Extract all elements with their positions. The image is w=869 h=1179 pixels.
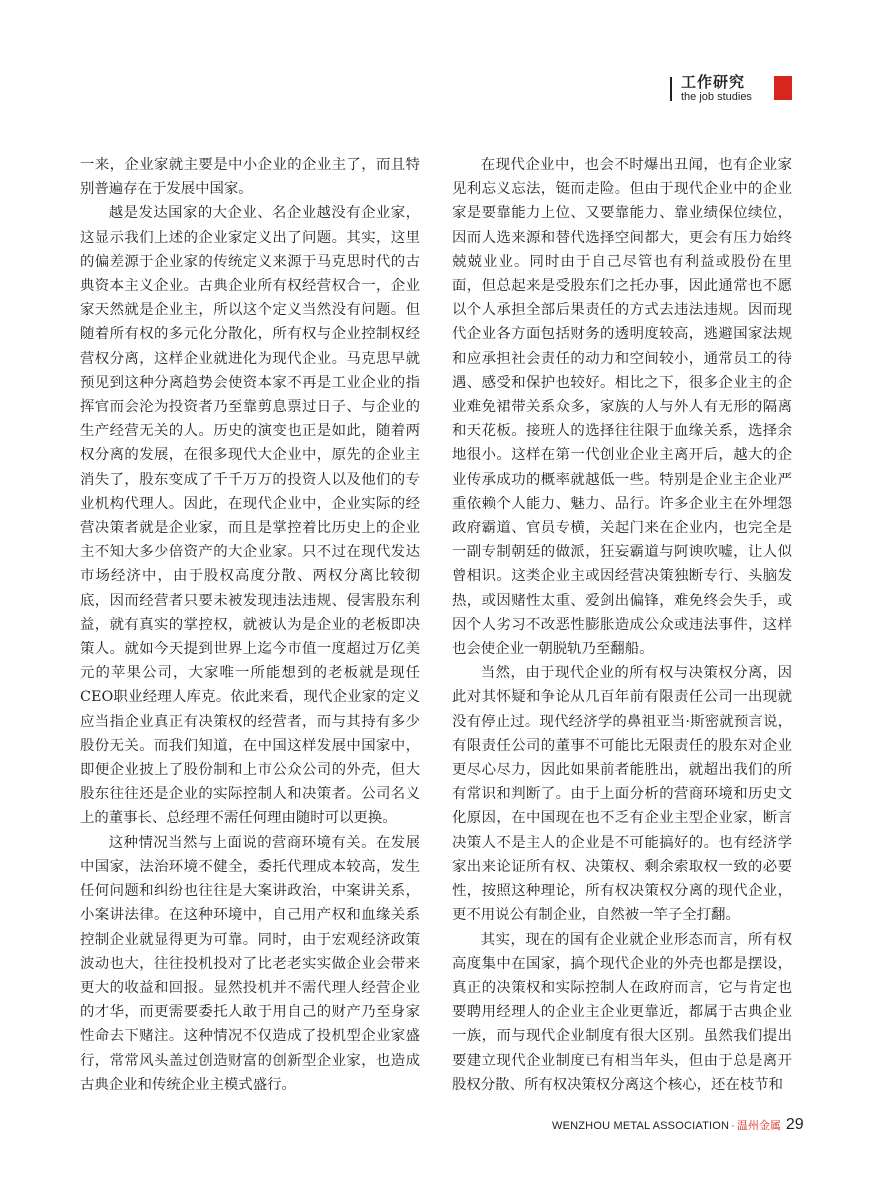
footer-separator: · [731, 1120, 735, 1132]
page-number: 29 [785, 1116, 804, 1133]
paragraph: 其实，现在的国有企业就企业形态而言，所有权高度集中在国家，搞个现代企业的外壳也都是摆设，真正的决策权和实际控制人在政府而言，它与肯定也要聘用经理人的企业主企业更靠近，都属于古典企业一族，而与现代企业制度有很大区别。虽然我们提出要建立现代企业制度已有相当年头，但由于总是离开股权分散、所有权决策权分离这个核心，还在枝节和 [452, 931, 792, 1093]
section-divider-line [670, 77, 672, 101]
right-column [452, 153, 792, 1097]
section-title-zh: 工作研究 [681, 73, 746, 91]
paragraph: 越是发达国家的大企业、名企业越没有企业家，这显示我们上述的企业家定义出了问题。其实，这里的偏差源于企业家的传统定义来源于马克思时代的古典资本主义企业。古典企业所有权经营权合一，企业家天然就是企业主，所以这个定义当然没有问题。但随着所有权的多元化分散化，所有权与企业控制权经营权分离，这样企业就进化为现代企业。马克思早就预见到这种分离趋势会使资本家不再是工业企业的指挥官而会沦为投资者乃至靠剪息票过日子、与企业的生产经营无关的人。历史的演变也正是如此，随着两权分离的发展，在很多现代大企业中，原先的企业主消失了，股东变成了千千万万的投资人以及他们的专业机构代理人。因此，在现代企业中，企业实际的经营决策者就是企业家，而且是掌控着比历史上的企业主不知大多少倍资产的大企业家。只不过在现代发达市场经济中，由于股权高度分散、两权分离比较彻底，因而经营者只要未被发现违法违规、侵害股东利益，就有真实的掌控权，就被认为是企业的老板即决策人。就如今天提到世界上迄今市值一度超过万亿美元的苹果公司，大家唯一所能想到的老板就是现任CEO职业经理人库克。依此来看，现代企业家的定义应当指企业真正有决策权的经营者，而与其持有多少股份无关。而我们知道，在中国这样发展中国家中，即便企业披上了股份制和上市公众公司的外壳，但大股东往往还是企业的实际控制人和决策者。公司名义上的董事长、总经理不需任何理由随时可以更换。 [80, 205, 420, 827]
left-column [80, 153, 420, 1097]
paragraph: 当然，由于现代企业的所有权与决策权分离，因此对其怀疑和争论从几百年前有限责任公司一出现就没有停止过。现代经济学的鼻祖亚当·斯密就预言说，有限责任公司的董事不可能比无限责任的股东对企业更尽心尽力，因此如果前者能胜出，就超出我们的所有常识和判断了。由于上面分析的营商环境和历史文化原因，在中国现在也不乏有企业主型企业家，断言决策人不是主人的企业是不可能搞好的。也有经济学家出来论证所有权、决策权、剩余索取权一致的必要性，按照这种理论，所有权决策权分离的现代企业，更不用说公有制企业，自然被一竿子全打翻。 [452, 665, 792, 924]
page-footer [552, 1114, 804, 1134]
paragraph: 在现代企业中，也会不时爆出丑闻，也有企业家见利忘义忘法，铤而走险。但由于现代企业中的企业家是要靠能力上位、又要靠能力、靠业绩保位续位，因而人选来源和替代选择空间都大，更会有压力始终兢兢业业。同时由于自己尽管也有利益或股份在里面，但总起来是受股东们之托办事，因此通常也不愿以个人承担全部后果责任的方式去违法违规。因而现代企业各方面包括财务的透明度较高，逃避国家法规和应承担社会责任的动力和空间较小，通常员工的待遇、感受和保护也较好。相比之下，很多企业主的企业难免裙带关系众多，家族的人与外人有无形的隔离和天花板。接班人的选择往往限于血缘关系，选择余地很小。这样在第一代创业企业主离开后，越大的企业传承成功的概率就越低一些。特别是企业主企业严重依赖个人能力、魅力、品行。许多企业主在外埋怨政府霸道、官员专横，关起门来在企业内，也完全是一副专制朝廷的做派，狂妄霸道与阿谀吹嘘，让人似曾相识。这类企业主或因经营决策独断专行、头脑发热，或因赌性太重、爱剑出偏锋，难免终会失手，或因个人劣习不改恶性膨胀造成公众或违法事件，这样也会使企业一朝脱轨乃至翻船。 [452, 157, 792, 658]
paragraph: 一来，企业家就主要是中小企业的企业主了，而且特别普遍存在于发展中国家。 [80, 157, 420, 198]
section-title-en: the job studies [681, 91, 752, 103]
footer-association: WENZHOU METAL ASSOCIATION [552, 1120, 730, 1132]
footer-association-zh: 温州金属 [736, 1119, 781, 1132]
section-tag [670, 74, 792, 104]
section-accent-block [774, 76, 792, 100]
paragraph: 这种情况当然与上面说的营商环境有关。在发展中国家，法治环境不健全，委托代理成本较高，发生任何问题和纠纷也往往是大案讲政治，中案讲关系，小案讲法律。在这种环境中，自己用产权和血缘关系控制企业就显得更为可靠。同时，由于宏观经济政策波动也大，往往投机投对了比老老实实做企业会带来更大的收益和回报。显然投机并不需代理人经营企业的才华，而更需要委托人敢于用自己的财产乃至身家性命去下赌注。这种情况不仅造成了投机型企业家盛行，常常风头盖过创造财富的创新型企业家，也造成古典企业和传统企业主模式盛行。 [80, 834, 420, 1093]
